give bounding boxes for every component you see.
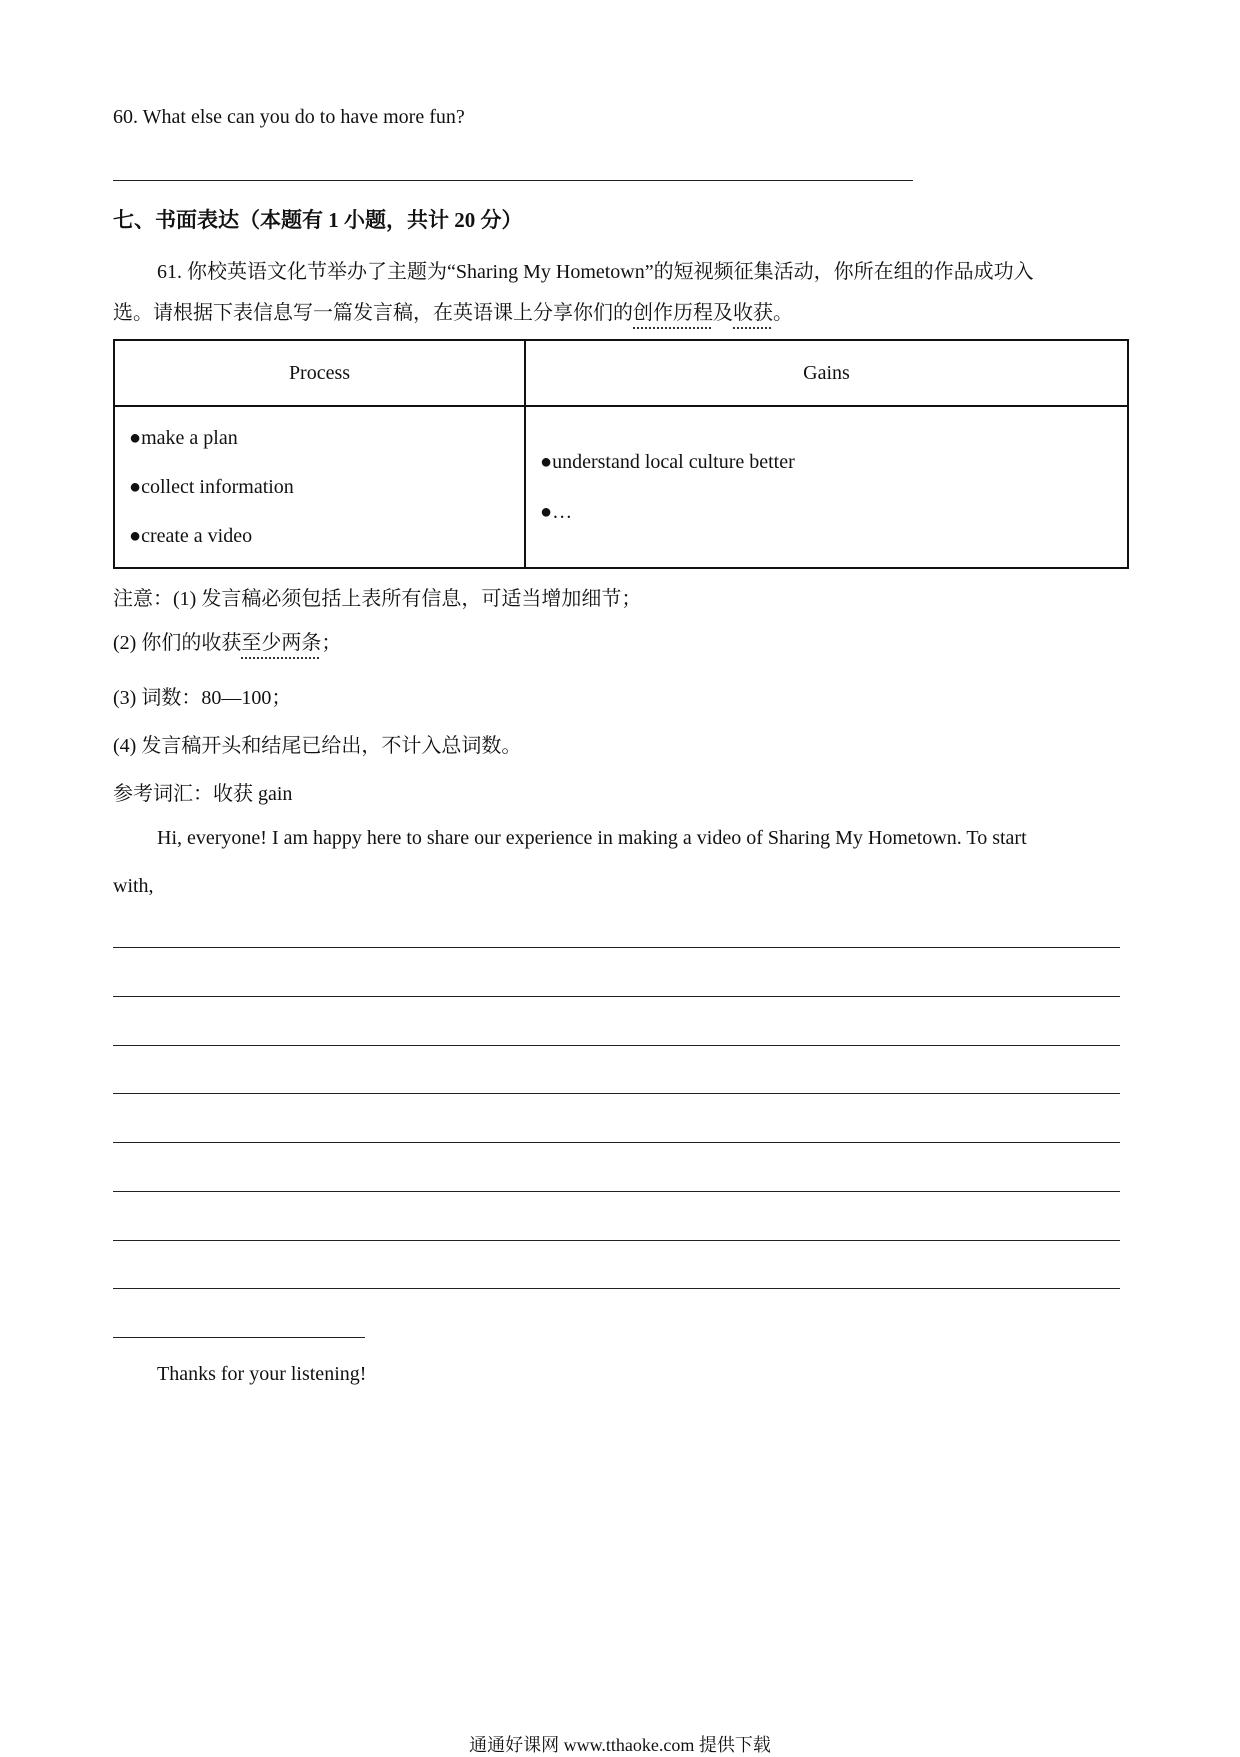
note-2 <box>113 626 341 655</box>
writing-line[interactable] <box>113 947 1120 948</box>
writing-line[interactable] <box>113 996 1120 997</box>
list-item: ●understand local culture better <box>540 451 795 473</box>
process-list <box>115 414 524 561</box>
writing-line-short[interactable] <box>113 1337 365 1338</box>
note-4: (4) 发言稿开头和结尾已给出，不计入总词数。 <box>113 735 522 757</box>
list-item: ●… <box>540 501 573 523</box>
list-item: ●make a plan <box>129 426 238 449</box>
note-text: (2) 你们的收获 <box>113 632 242 654</box>
question-61-line1: 61. 你校英语文化节举办了主题为“Sharing My Hometown”的短视频征集活动，你所在组的作品成功入 <box>157 261 1034 283</box>
prompt-text: 选。请根据下表信息写一篇发言稿，在英语课上分享你们的 <box>113 302 633 324</box>
writing-line[interactable] <box>113 1288 1120 1289</box>
info-table <box>113 339 1129 569</box>
table-row <box>114 406 1128 568</box>
emphasis-at-least-two: 至少两条 <box>241 632 322 654</box>
prompt-text: 。 <box>773 302 793 324</box>
speech-closing: Thanks for your listening! <box>157 1363 367 1385</box>
writing-line[interactable] <box>113 1240 1120 1241</box>
note-text: ； <box>321 632 342 654</box>
answer-line-60[interactable] <box>113 180 913 181</box>
note-1: 注意：(1) 发言稿必须包括上表所有信息，可适当增加细节； <box>113 588 642 610</box>
question-61-line2 <box>113 296 793 325</box>
header-process: Process <box>114 340 525 406</box>
footer-source: 通通好课网 www.tthaoke.com 提供下载 <box>469 1735 771 1755</box>
process-cell <box>114 406 525 568</box>
question-60: 60. What else can you do to have more fun? <box>113 106 465 128</box>
table-header-row <box>114 340 1128 406</box>
prompt-text: 及 <box>713 302 733 324</box>
speech-opening-line1: Hi, everyone! I am happy here to share our experience in making a video of Sharing My Hometown. To start <box>157 827 1027 849</box>
emphasis-gains: 收获 <box>733 302 773 324</box>
writing-line[interactable] <box>113 1093 1120 1094</box>
writing-line[interactable] <box>113 1142 1120 1143</box>
list-item: ●create a video <box>129 524 253 547</box>
header-gains: Gains <box>525 340 1128 406</box>
gains-list <box>526 437 1127 537</box>
gains-cell <box>525 406 1128 568</box>
reference-vocabulary: 参考词汇：收获 gain <box>113 783 293 805</box>
note-3: (3) 词数：80—100； <box>113 687 292 709</box>
list-item: ●collect information <box>129 475 294 498</box>
emphasis-creation-process: 创作历程 <box>633 302 713 324</box>
writing-line[interactable] <box>113 1191 1120 1192</box>
section-title: 七、书面表达（本题有 1 小题，共计 20 分） <box>113 208 523 232</box>
speech-opening-line2: with, <box>113 875 154 897</box>
writing-line[interactable] <box>113 1045 1120 1046</box>
